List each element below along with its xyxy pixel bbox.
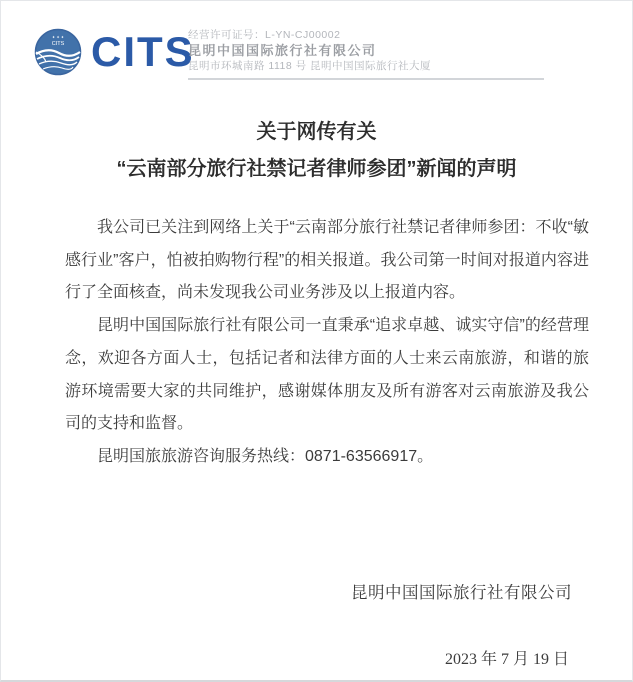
svg-text:✦ ✦ ✦: ✦ ✦ ✦ [51, 34, 65, 40]
document-body [65, 212, 589, 474]
paragraph-company-values: 昆明中国国际旅行社有限公司一直秉承“追求卓越、诚实守信”的经营理念，欢迎各方面人士，包括记者和法律方面的人士来云南旅游，和谐的旅游环境需要大家的共同维护，感谢媒体朋友及所有游客对云南旅游及我公司的支持和监督。 [65, 317, 589, 433]
cits-logo [34, 28, 195, 76]
document-title-line1: 关于网传有关 [256, 121, 377, 143]
header-company-name: 昆明中国国际旅行社有限公司 [188, 43, 377, 58]
globe-waves-icon [34, 28, 82, 76]
signature-company-name: 昆明中国国际旅行社有限公司 [351, 584, 572, 602]
paragraph-report-noticed: 我公司已关注到网络上关于“云南部分旅行社禁记者律师参团：不收“敏感行业”客户，怕被拍购物行程”的相关报道。我公司第一时间对报道内容进行了全面核查，尚未发现我公司业务涉及以上报道内容。 [65, 219, 589, 302]
document-title [1, 114, 632, 188]
document-title-line2: “云南部分旅行社禁记者律师参团”新闻的声明 [116, 158, 517, 180]
license-number: 经营许可证号：L-YN-CJ00002 [188, 29, 341, 41]
paragraph-hotline: 昆明国旅旅游咨询服务热线：0871-63566917。 [97, 447, 434, 465]
header-address: 昆明市环城南路 1118 号 昆明中国国际旅行社大厦 [188, 60, 432, 72]
svg-text:CITS: CITS [51, 41, 65, 47]
header-info-block [188, 28, 544, 80]
cits-wordmark: CITS [91, 28, 195, 75]
document-date: 2023 年 7 月 19 日 [444, 651, 569, 668]
